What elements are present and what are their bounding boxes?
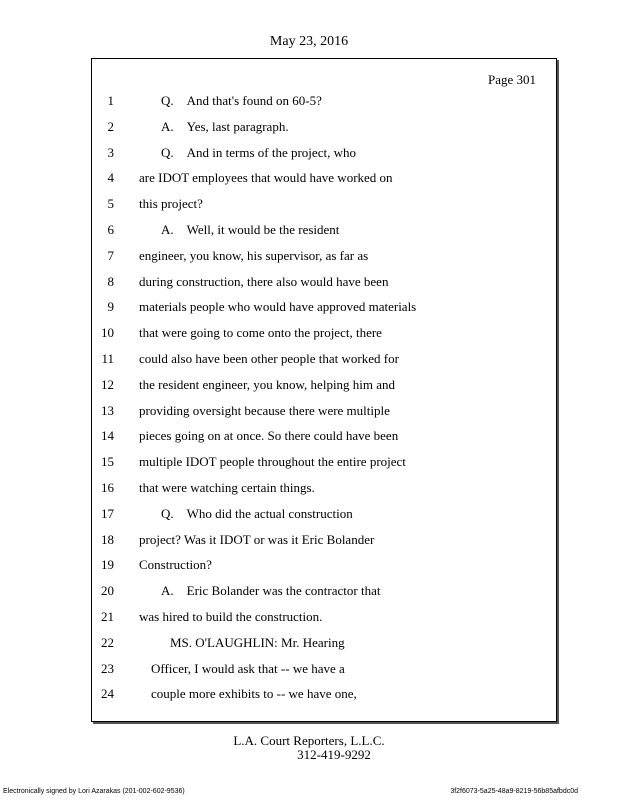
line-text: this project?	[139, 196, 203, 212]
transcript-page-frame	[91, 58, 557, 722]
transcript-line	[92, 117, 556, 137]
transcript-line	[92, 530, 556, 550]
transcript-line	[92, 194, 556, 214]
line-number: 2	[107, 118, 114, 134]
line-number: 4	[107, 170, 114, 186]
transcript-line	[92, 581, 556, 601]
transcript-line	[92, 323, 556, 343]
transcript-line	[92, 272, 556, 292]
line-number: 22	[101, 634, 114, 650]
footer-company: L.A. Court Reporters, L.L.C.	[233, 733, 385, 748]
line-number: 6	[107, 222, 114, 237]
line-number: 9	[107, 299, 114, 315]
transcript-line	[92, 426, 556, 446]
line-text: couple more exhibits to -- we have one,	[151, 686, 357, 702]
line-number: 1	[107, 93, 114, 108]
line-number: 23	[101, 660, 114, 676]
line-number: 21	[101, 609, 114, 624]
line-text: was hired to build the construction.	[139, 609, 323, 624]
transcript-line	[92, 91, 556, 111]
transcript-line	[92, 401, 556, 421]
line-number: 3	[107, 144, 114, 160]
line-number: 19	[101, 557, 114, 573]
line-text: A. Yes, last paragraph.	[161, 118, 289, 134]
transcript-line	[92, 375, 556, 395]
line-number: 7	[107, 247, 114, 263]
transcript-line	[92, 297, 556, 317]
transcript-line	[92, 607, 556, 627]
transcript-line	[92, 452, 556, 472]
transcript-line	[92, 168, 556, 188]
line-number: 11	[101, 351, 114, 366]
line-number: 13	[101, 402, 114, 418]
signature-left: Electronically signed by Lori Azarakas (201-002-602-9536)	[3, 788, 185, 795]
line-text: providing oversight because there were multiple	[139, 402, 390, 418]
line-text: Q. Who did the actual construction	[161, 505, 353, 521]
transcript-line	[92, 659, 556, 679]
transcript-line	[92, 349, 556, 369]
line-text: A. Well, it would be the resident	[161, 222, 340, 237]
line-text: multiple IDOT people throughout the entire project	[139, 454, 406, 470]
transcript-line	[92, 143, 556, 163]
date-header: May 23, 2016	[269, 34, 349, 49]
transcript-line	[92, 246, 556, 266]
line-text: are IDOT employees that would have worked on	[139, 170, 393, 186]
transcript-line	[92, 220, 556, 240]
line-number: 24	[101, 686, 114, 702]
line-number: 18	[101, 531, 114, 547]
transcript-line	[92, 633, 556, 653]
line-text: that were watching certain things.	[139, 480, 315, 495]
line-text: the resident engineer, you know, helping him and	[139, 376, 396, 392]
line-text: could also have been other people that worked for	[139, 351, 399, 366]
line-text: that were going to come onto the project, there	[139, 325, 382, 341]
line-text: MS. O'LAUGHLIN: Mr. Hearing	[170, 634, 345, 650]
signature-hash: 3f2f6073-5a25-48a9-8219-56b85afbdc0d	[450, 788, 578, 795]
line-number: 5	[107, 196, 114, 212]
line-text: project? Was it IDOT or was it Eric Bolander	[139, 531, 375, 547]
line-number: 15	[101, 454, 114, 470]
transcript-line	[92, 504, 556, 524]
line-number: 12	[101, 376, 114, 392]
footer-phone: 312-419-9292	[297, 747, 371, 762]
line-text: pieces going on at once. So there could have been	[139, 428, 399, 444]
line-number: 17	[101, 505, 114, 521]
line-number: 16	[101, 480, 114, 495]
line-number: 20	[101, 583, 114, 599]
transcript-line	[92, 478, 556, 498]
line-number: 14	[101, 428, 114, 444]
page-number-label: Page 301	[487, 72, 536, 87]
line-text: Construction?	[139, 557, 212, 573]
transcript-line	[92, 555, 556, 575]
line-text: materials people who would have approved materials	[139, 299, 417, 315]
line-text: A. Eric Bolander was the contractor that	[161, 583, 381, 599]
line-text: Q. And that's found on 60-5?	[161, 93, 322, 108]
line-text: Officer, I would ask that -- we have a	[151, 660, 345, 676]
transcript-line	[92, 684, 556, 704]
line-text: Q. And in terms of the project, who	[161, 144, 356, 160]
line-number: 10	[101, 325, 114, 341]
line-text: engineer, you know, his supervisor, as far as	[139, 247, 369, 263]
line-number: 8	[107, 273, 114, 289]
line-text: during construction, there also would have been	[139, 273, 389, 289]
